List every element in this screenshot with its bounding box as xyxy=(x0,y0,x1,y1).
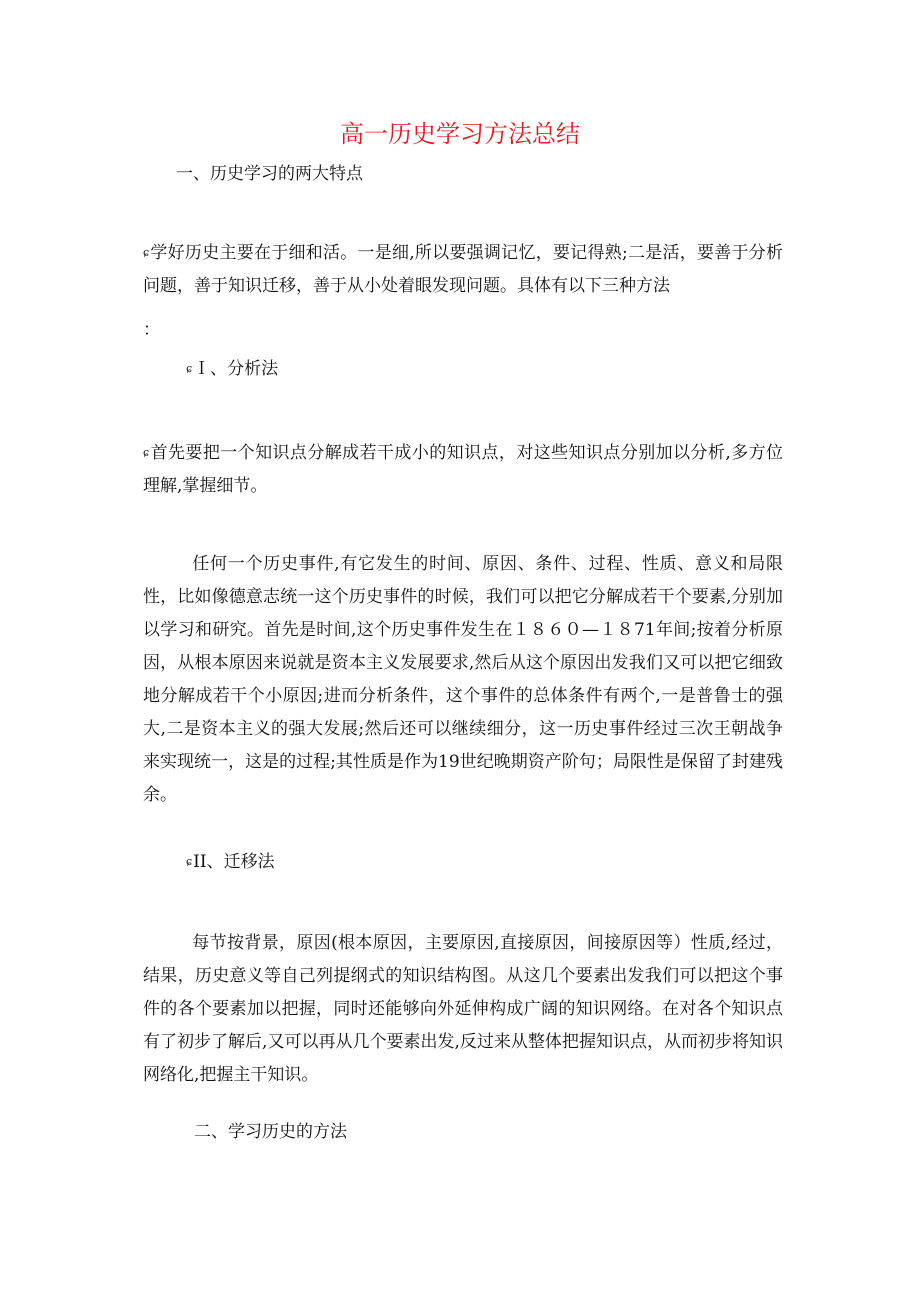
paragraph-analysis-desc xyxy=(143,436,783,503)
method-heading-analysis xyxy=(186,357,278,381)
paragraph-intro xyxy=(143,236,783,303)
bullet-mark: ɕ xyxy=(186,362,193,375)
document-title: 高一历史学习方法总结 xyxy=(340,120,580,148)
section-heading-methods: 二、学习历史的方法 xyxy=(194,1122,347,1142)
bullet-mark: ɕ xyxy=(143,246,150,259)
paragraph-analysis-example: 任何一个历史事件,有它发生的时间、原因、条件、过程、性质、意义和局限性，比如像德意志统一这个历史事件的时候，我们可以把它分解成若干个要素,分别加以学习和研究。首先是时间,这个历史事件发生在１８６０—１８71年间;按着分析原因，从根本原因来说就是资本主义发展要求,然后从这个原因出发我们又可以把它细致地分解成若干个小原因;进而分析条件，这个事件的总体条件有两个,一是普鲁士的强大,二是资本主义的强大发展;然后还可以继续细分，这一历史事件经过三次王朝战争来实现统一，这是的过程;其性质是作为19世纪晚期资产阶句；局限性是保留了封建残余。 xyxy=(143,554,783,805)
method-heading-transfer-text: II、迁移法 xyxy=(193,852,275,872)
paragraph-analysis-desc-text: 首先要把一个知识点分解成若干成小的知识点，对这些知识点分别加以分析,多方位理解,掌握细节。 xyxy=(143,443,783,496)
section-heading-characteristics: 一、历史学习的两大特点 xyxy=(176,164,363,184)
paragraph-transfer-desc: 每节按背景，原因(根本原因，主要原因,直接原因，间接原因等）性质,经过，结果，历史意义等自己列提纲式的知识结构图。从这几个要素出发我们可以把这个事件的各个要素加以把握，同时还能够向外延伸构成广阔的知识网络。在对各个知识点有了初步了解后,又可以再从几个要素出发,反过来从整体把握知识点，从而初步将知识网络化,把握主干知识。 xyxy=(143,933,783,1085)
paragraph-intro-colon: ： xyxy=(143,320,160,340)
method-heading-analysis-text: Ｉ、分析法 xyxy=(193,359,279,379)
paragraph-intro-text: 学好历史主要在于细和活。一是细,所以要强调记忆，要记得熟;二是活，要善于分析问题，善于知识迁移，善于从小处着眼发现问题。具体有以下三种方法 xyxy=(143,243,783,296)
bullet-mark: ɕ xyxy=(143,446,150,459)
bullet-mark: ɕ xyxy=(186,855,193,868)
method-heading-transfer xyxy=(186,850,275,874)
